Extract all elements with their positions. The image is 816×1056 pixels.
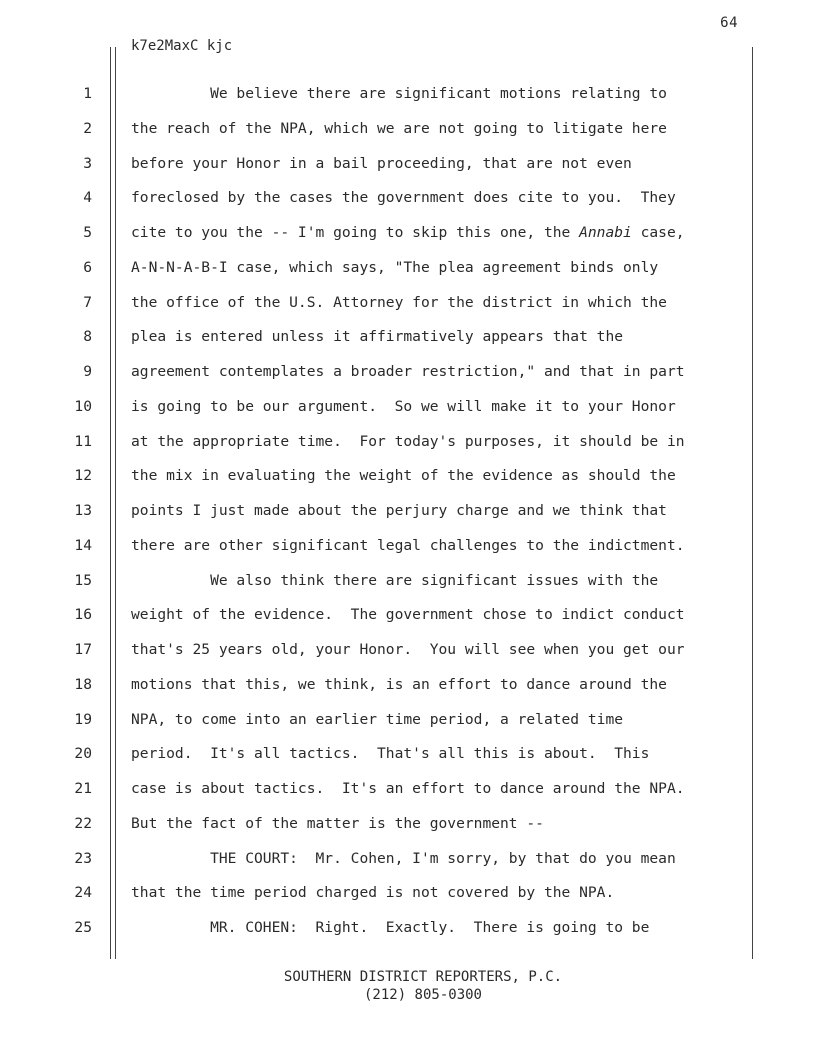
line-number: 10 xyxy=(74,397,92,415)
line-text: the mix in evaluating the weight of the evidence as should the xyxy=(131,467,676,485)
line-text: We also think there are significant issues with the xyxy=(131,571,659,589)
line-text: that the time period charged is not covered by the NPA. xyxy=(131,884,615,902)
transcript-line xyxy=(0,876,816,911)
transcript-body xyxy=(0,77,816,946)
transcript-line xyxy=(0,564,816,599)
footer-phone: (212) 805-0300 xyxy=(363,987,482,1003)
line-number: 20 xyxy=(74,745,92,763)
line-text: We believe there are significant motions relating to xyxy=(131,85,667,102)
line-text: points I just made about the perjury charge and we think that xyxy=(131,502,667,519)
transcript-line xyxy=(0,911,816,946)
transcript-line xyxy=(0,390,816,425)
transcript-line xyxy=(0,147,816,182)
transcript-line xyxy=(0,425,816,460)
line-number: 9 xyxy=(83,363,92,380)
line-text-pre: cite to you the -- I'm going to skip this one, the xyxy=(131,224,580,241)
line-text xyxy=(131,216,685,251)
line-number: 6 xyxy=(83,258,92,276)
header-id: k7e2MaxC kjc xyxy=(131,38,233,54)
transcript-line xyxy=(0,807,816,842)
footer-company: SOUTHERN DISTRICT REPORTERS, P.C. xyxy=(283,969,563,985)
transcript-line xyxy=(0,703,816,738)
line-text-post: case, xyxy=(631,224,685,241)
line-text: agreement contemplates a broader restriction," and that in part xyxy=(131,363,685,380)
line-text: case is about tactics. It's an effort to dance around the NPA. xyxy=(131,780,685,797)
line-text: at the appropriate time. For today's purposes, it should be in xyxy=(131,432,685,450)
line-number: 4 xyxy=(83,189,92,207)
transcript-line xyxy=(0,772,816,807)
transcript-line xyxy=(0,216,816,251)
line-text: MR. COHEN: Right. Exactly. There is going to be xyxy=(131,919,650,936)
page-number: 64 xyxy=(720,15,738,31)
line-text: there are other significant legal challenges to the indictment. xyxy=(131,536,685,554)
line-text: is going to be our argument. So we will make it to your Honor xyxy=(131,397,676,415)
line-number: 22 xyxy=(74,814,92,832)
line-text: But the fact of the matter is the government -- xyxy=(131,814,544,832)
line-number: 18 xyxy=(74,675,92,693)
transcript-line xyxy=(0,842,816,877)
line-number: 11 xyxy=(74,432,92,450)
case-name-italic: Annabi xyxy=(579,224,632,241)
line-text: weight of the evidence. The government chose to indict conduct xyxy=(131,606,685,624)
line-text: plea is entered unless it affirmatively appears that the xyxy=(131,328,624,346)
transcript-line xyxy=(0,668,816,703)
line-text: the office of the U.S. Attorney for the district in which the xyxy=(131,293,667,311)
line-number: 12 xyxy=(74,467,92,485)
line-number: 1 xyxy=(83,85,92,102)
line-text: before your Honor in a bail proceeding, that are not even xyxy=(131,154,632,172)
transcript-line xyxy=(0,633,816,668)
line-text: period. It's all tactics. That's all this is about. This xyxy=(131,745,650,763)
transcript-line xyxy=(0,494,816,529)
line-text: that's 25 years old, your Honor. You will see when you get our xyxy=(131,641,685,658)
line-number: 7 xyxy=(83,293,92,311)
line-number: 24 xyxy=(74,884,92,902)
line-number: 17 xyxy=(74,641,92,658)
transcript-line xyxy=(0,529,816,564)
line-number: 19 xyxy=(74,710,92,728)
line-number: 21 xyxy=(74,780,92,797)
transcript-line xyxy=(0,598,816,633)
transcript-line xyxy=(0,77,816,112)
page-footer xyxy=(0,968,816,1004)
line-number: 23 xyxy=(74,849,92,867)
transcript-line xyxy=(0,286,816,321)
line-number: 8 xyxy=(83,328,92,346)
transcript-line xyxy=(0,737,816,772)
line-number: 14 xyxy=(74,536,92,554)
line-text: foreclosed by the cases the government does cite to you. They xyxy=(131,189,676,207)
transcript-line xyxy=(0,251,816,286)
line-number: 13 xyxy=(74,502,92,519)
transcript-line xyxy=(0,112,816,147)
transcript-line xyxy=(0,320,816,355)
line-text: the reach of the NPA, which we are not going to litigate here xyxy=(131,119,667,137)
line-number: 15 xyxy=(74,571,92,589)
line-text: THE COURT: Mr. Cohen, I'm sorry, by that do you mean xyxy=(131,849,676,867)
transcript-line xyxy=(0,181,816,216)
line-number: 16 xyxy=(74,606,92,624)
transcript-line xyxy=(0,355,816,390)
line-number: 2 xyxy=(83,119,92,137)
line-text: A-N-N-A-B-I case, which says, "The plea agreement binds only xyxy=(131,258,659,276)
transcript-line xyxy=(0,459,816,494)
line-number: 3 xyxy=(83,154,92,172)
line-text: NPA, to come into an earlier time period, a related time xyxy=(131,710,624,728)
line-number: 5 xyxy=(83,224,92,241)
line-number: 25 xyxy=(74,919,92,936)
line-text: motions that this, we think, is an effort to dance around the xyxy=(131,675,667,693)
